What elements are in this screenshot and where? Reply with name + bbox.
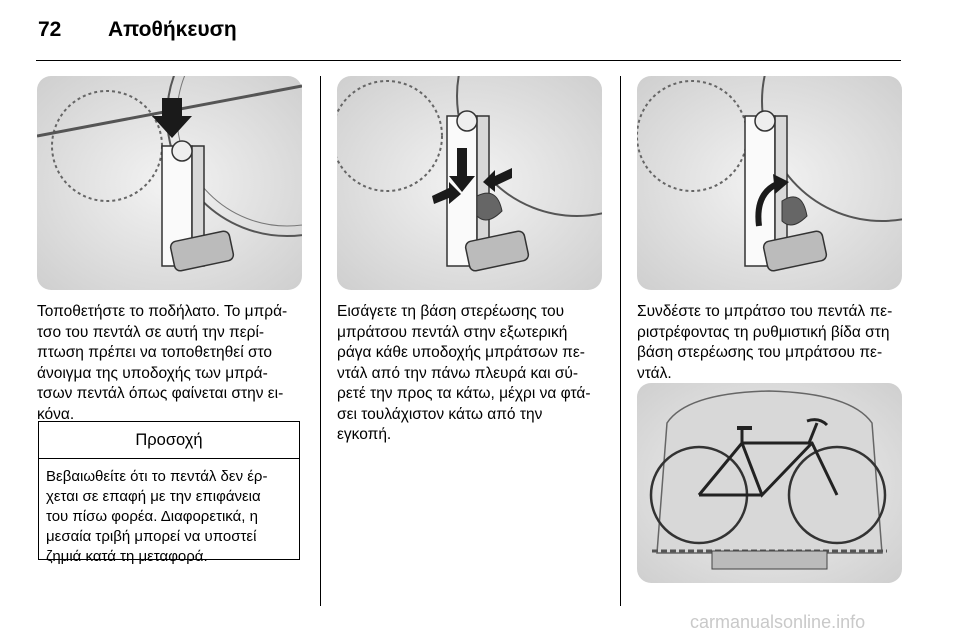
text-line: εγκοπή. — [337, 426, 392, 443]
text-line: μπράτσου πεντάλ στην εξωτερική — [337, 323, 568, 341]
watermark: carmanualsonline.info — [690, 612, 866, 632]
text-line: Εισάγετε τη βάση στερέωσης του — [337, 303, 565, 320]
step-2-text — [337, 302, 591, 446]
text-line: ριστρέφοντας τη ρυθμιστική βίδα στη — [637, 323, 890, 341]
bracket-insertion-illustration — [337, 76, 602, 290]
column-divider-1 — [320, 76, 321, 606]
text-line: ράγα κάθε υποδοχής μπράτσων πε- — [337, 344, 585, 361]
step-1-text — [37, 302, 287, 425]
caution-box — [38, 421, 300, 565]
text-line: βάση στερέωσης του μπράτσου πε- — [637, 344, 883, 361]
bike-pedal-insertion-illustration — [37, 76, 302, 290]
column-divider-2 — [620, 76, 621, 606]
text-line: μεσαία τριβή μπορεί να υποστεί — [46, 528, 257, 545]
bike-on-rear-carrier-illustration — [637, 383, 902, 583]
text-line: του πίσω φορέα. Διαφορετικά, η — [46, 508, 258, 525]
text-line: τσο του πεντάλ σε αυτή την περί- — [37, 323, 265, 341]
page-number: 72 — [38, 18, 62, 41]
text-line: σει τουλάχιστον κάτω από την — [337, 405, 543, 423]
text-line: τσων πεντάλ όπως φαίνεται στην ει- — [37, 385, 284, 402]
text-line: ζημιά κατά τη μεταφορά. — [46, 548, 208, 565]
text-line: ντάλ. — [637, 364, 672, 382]
step-3-text — [637, 302, 892, 384]
text-line: κόνα. — [37, 405, 75, 423]
text-line: χεται σε επαφή με την επιφάνεια — [46, 488, 261, 505]
text-line: άνοιγμα της υποδοχής των μπρά- — [37, 364, 268, 382]
tighten-knob-illustration — [637, 76, 902, 290]
header-rule — [36, 60, 901, 61]
caution-body — [39, 459, 299, 567]
text-line: πτωση πρέπει να τοποθετηθεί στο — [37, 344, 273, 361]
text-line: ρετέ την προς τα κάτω, μέχρι να φτά- — [337, 385, 591, 402]
text-line: Συνδέστε το μπράτσο του πεντάλ πε- — [637, 303, 893, 320]
caution-title: Προσοχή — [39, 422, 299, 459]
text-line: Βεβαιωθείτε ότι το πεντάλ δεν έρ- — [46, 468, 268, 485]
text-line: ντάλ από την πάνω πλευρά και σύ- — [337, 364, 579, 382]
text-line: Τοποθετήστε το ποδήλατο. Το μπρά- — [37, 303, 288, 320]
page-title: Αποθήκευση — [108, 18, 237, 41]
